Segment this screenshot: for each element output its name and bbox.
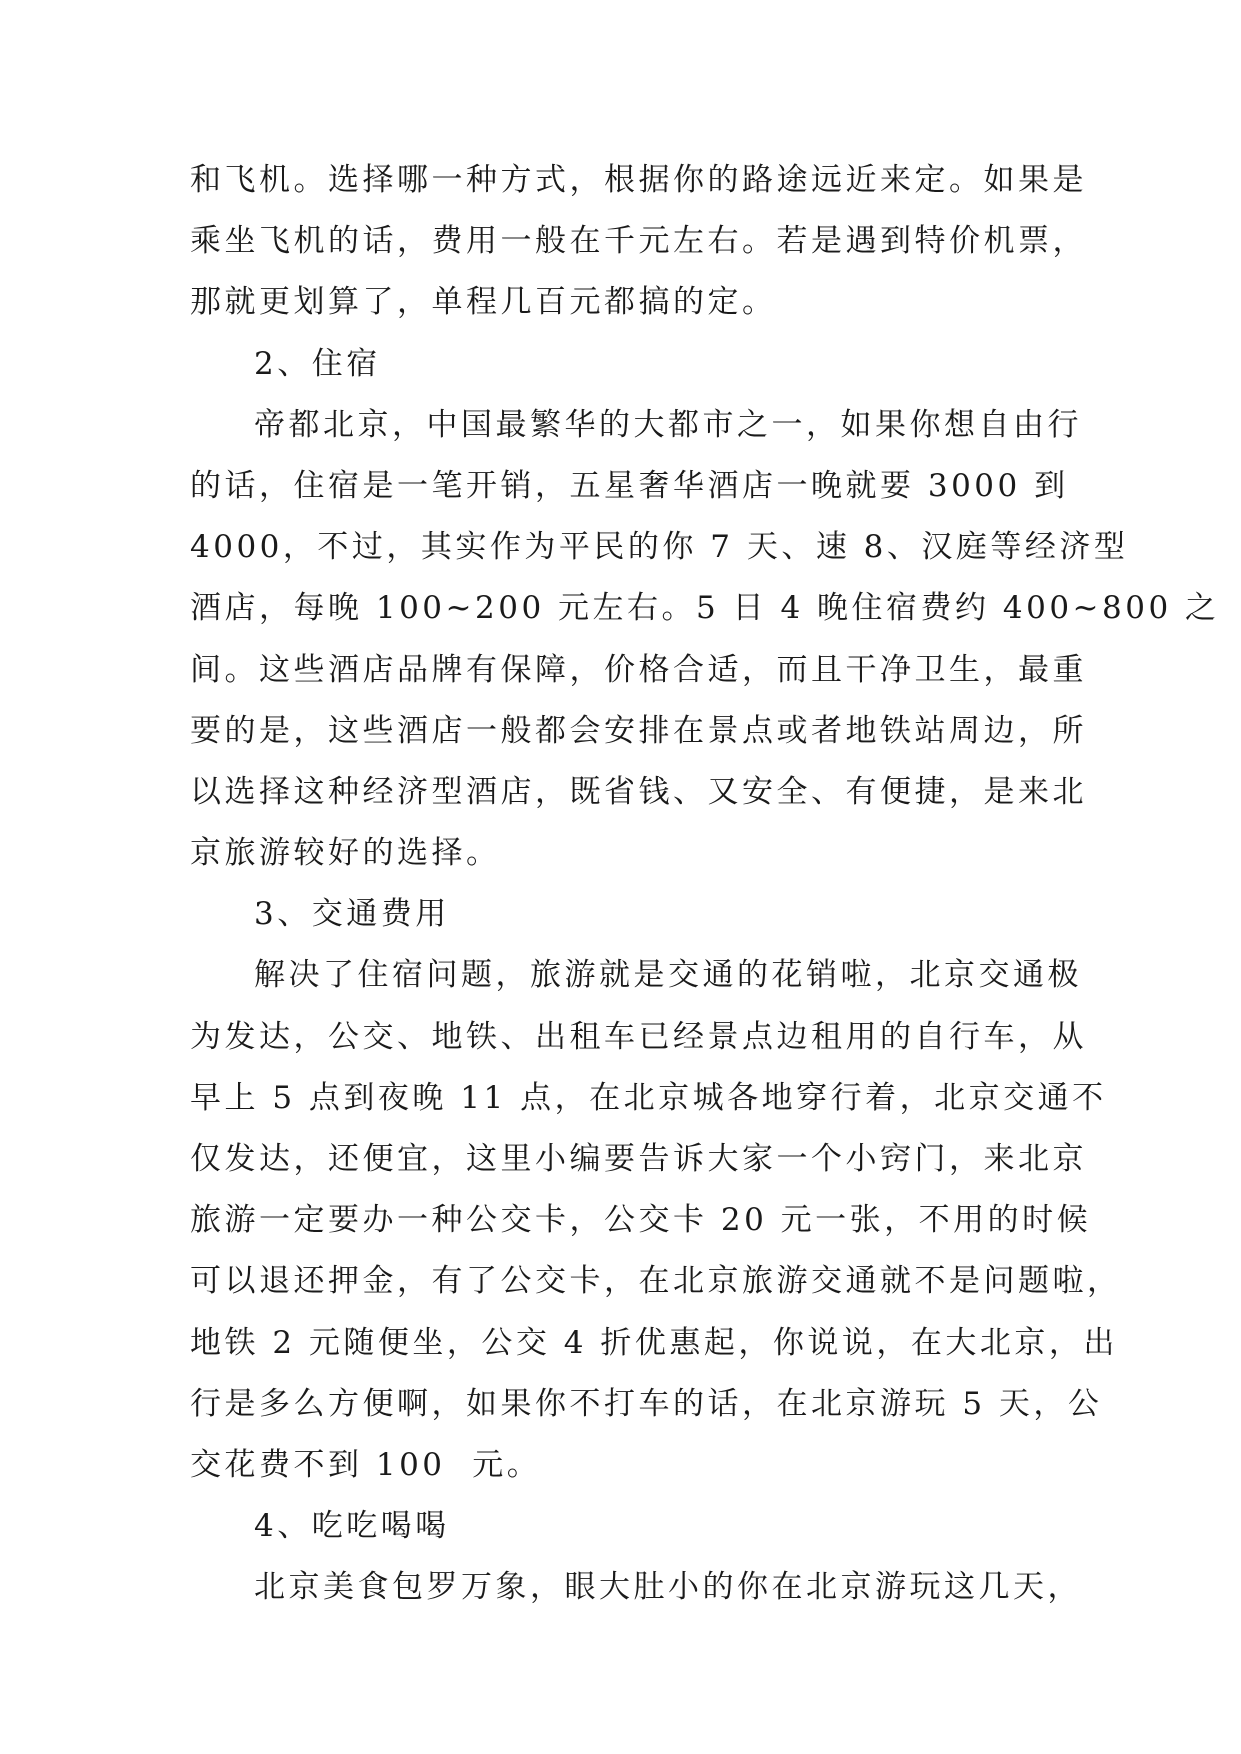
- text-line: 地铁 2 元随便坐，公交 4 折优惠起，你说说，在大北京，出: [190, 1324, 1118, 1361]
- text-line: 早上 5 点到夜晚 11 点，在北京城各地穿行着，北京交通不: [190, 1079, 1107, 1116]
- text-line: 和飞机。选择哪一种方式，根据你的路途远近来定。如果是: [190, 162, 1087, 198]
- section-heading-lodging: 2、住宿: [254, 345, 381, 382]
- text-line: 酒店，每晚 100~200 元左右。5 日 4 晚住宿费约 400~800 之: [190, 590, 1220, 627]
- text-line: 以选择这种经济型酒店，既省钱、又安全、有便捷，是来北: [190, 773, 1087, 810]
- text-line: 那就更划算了，单程几百元都搞的定。: [190, 284, 777, 321]
- text-line: 可以退还押金，有了公交卡，在北京旅游交通就不是问题啦，: [190, 1263, 1122, 1300]
- text-line: 旅游一定要办一种公交卡，公交卡 20 元一张，不用的时候: [190, 1202, 1092, 1239]
- text-line: 的话，住宿是一笔开销，五星奢华酒店一晚就要 3000 到: [190, 467, 1069, 504]
- text-line: 交花费不到 100 元。: [190, 1446, 542, 1483]
- text-line: 京旅游较好的选择。: [190, 835, 501, 872]
- text-line: 为发达，公交、地铁、出租车已经景点边租用的自行车，从: [190, 1018, 1087, 1055]
- text-line: 间。这些酒店品牌有保障，价格合适，而且干净卫生，最重: [190, 651, 1087, 688]
- document-body: [190, 150, 1220, 1619]
- text-line: 乘坐飞机的话，费用一般在千元左右。若是遇到特价机票，: [190, 223, 1087, 260]
- text-line: 要的是，这些酒店一般都会安排在景点或者地铁站周边，所: [190, 712, 1087, 749]
- text-line: 行是多么方便啊，如果你不打车的话，在北京游玩 5 天，公: [190, 1385, 1103, 1422]
- text-line: 解决了住宿问题，旅游就是交通的花销啦，北京交通极: [254, 957, 1082, 994]
- text-line: 帝都北京，中国最繁华的大都市之一，如果你想自由行: [254, 406, 1082, 443]
- section-heading-food: 4、吃吃喝喝: [254, 1508, 450, 1545]
- text-line: 北京美食包罗万象，眼大肚小的你在北京游玩这几天，: [254, 1569, 1082, 1606]
- text-line: 仅发达，还便宜，这里小编要告诉大家一个小窍门，来北京: [190, 1141, 1087, 1177]
- section-heading-transport: 3、交通费用: [254, 896, 450, 933]
- text-line: 4000，不过，其实作为平民的你 7 天、速 8、汉庭等经济型: [190, 529, 1129, 566]
